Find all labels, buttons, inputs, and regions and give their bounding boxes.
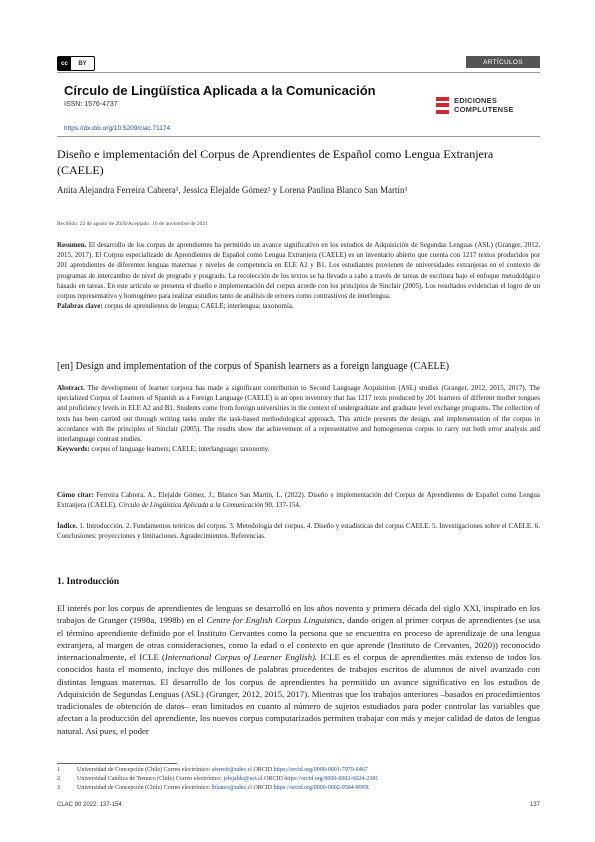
keywords-label: Keywords: [57, 445, 90, 454]
footnote-1-email[interactable]: aferreir@udec.cl [211, 767, 252, 773]
section-tag: ARTÍCULOS [466, 56, 540, 68]
abstract-block [57, 383, 540, 454]
resumen-text: El desarrollo de los corpus de aprendientes ha permitido un avance significativo en los estudios de Adquisición de Segundas Lenguas (ASL) (Granger, 2012, 2015, 2017). El Corpus especializado de Aprendientes de Español como Lengua Extranjera (CAELE) es un inventario abierto que cuenta con 1217 textos producidos por 201 aprendientes de diferentes lenguas maternas y niveles de competencia en ELE A2 y B1. Los estudiantes provienen de universidades extranjeras en el contexto de programas de intercambio de nivel de pregrado y posgrado. La recolección de los textos se ha llevado a cabo a través de tareas de escritura bajo el enfoque metodológico basado en tareas. En este artículo se presenta el diseño e implementación del corpus acorde con los principios de Sinclair (2005). Los resultados evidencian el logro de un corpus representativo y homogéneo para realizar estudios tanto de análisis de errores como contrastivos de interlengua. [57, 241, 540, 301]
journal-title: Círculo de Lingüística Aplicada a la Comunicación [64, 83, 376, 98]
header-rule-top [57, 72, 540, 73]
footnote-3-email[interactable]: lblanco@udec.cl [211, 785, 252, 791]
by-label: BY [78, 60, 87, 67]
footnote-rule [57, 763, 177, 764]
footnote-3: 3 Universidad de Concepción (Chile) Correo electrónico: lblanco@udec.cl ORCID https://orcid.org/0000-0002-9584-899X [57, 785, 370, 791]
index-block [57, 521, 540, 541]
publisher-name-line1: EDICIONES [454, 96, 498, 105]
publisher-logo [436, 96, 514, 114]
intro-text-1: El interés por los corpus de aprendientes de lenguas se desarrolló en los años noventa y primera década del siglo XXI, inspirado en los trabajos de Granger (1998a, 1998b) en el [57, 603, 540, 626]
doi-link[interactable]: https://dx.doi.org/10.5209/clac.71174 [64, 125, 171, 132]
footnote-2: 2 Universidad Católica de Temuco (Chile) Correo electrónico: jelejalde@uct.cl ORCID https://orcid.org/0000-0002-6024-2381 [57, 776, 379, 782]
palabras-clave: corpus de aprendientes de lengua; CAELE; interlengua; taxonomía. [104, 302, 294, 311]
publisher-name-line2: COMPLUTENSE [454, 105, 514, 114]
palabras-clave-label: Palabras clave: [57, 302, 103, 311]
cc-license-badge [57, 56, 95, 71]
page-number: 137 [529, 802, 540, 808]
article-authors: Anita Alejandra Ferreira Cabrera¹, Jessica Elejalde Gómez² y Lorena Paulina Blanco San Martín³ [57, 185, 408, 195]
resumen-block [57, 240, 540, 311]
abstract-label: Abstract. [57, 384, 85, 392]
cite-text: Ferreira Cabrera, A., Elejalde Gómez, J.; Blanco San Martín, L. (2022). Diseño e implementación del Corpus de Aprendientes de Español como Lengua Extranjera (CAELE). [57, 491, 541, 510]
footnote-3-orcid[interactable]: https://orcid.org/0000-0002-9584-899X [273, 785, 370, 791]
keywords: corpus of language learners; CAELE; interlanguage; taxonomy. [91, 445, 270, 454]
intro-italic-2: International Corpus of Learner English). [164, 652, 318, 662]
abstract-text: The development of learner corpora has made a significant contribution to Second Language Acquisition (ASL) studies (Granger, 2012, 2015, 2017). The specialized Corpus of Learners of Spanish as a Foreign Language (CAELE) is an open inventory that has 1217 texts produced by 201 learners of different mother tongues and proficiency levels in ELE A2 and B1. Students come from foreign universities in the context of undergraduate and graduate level exchange programs. The collection of texts has been carried out through writing tasks under the task-based methodological approach. This article presents the design, and implementation of the corpus in accordance with the principles of Sinclair (2005). The results show the achievement of a representative and homogeneous corpus to carry out both error analysis and interlanguage contrast studies. [57, 384, 540, 444]
publisher-logo-icon [436, 97, 449, 114]
footnote-2-email[interactable]: jelejalde@uct.cl [223, 776, 263, 782]
section-heading: 1. Introducción [57, 577, 120, 587]
cite-tail: 90, 137-154. [265, 501, 301, 510]
english-title: [en] Design and implementation of the corpus of Spanish learners as a foreign language (CAELE) [57, 361, 450, 372]
intro-text-2: dando origen al primer corpus de aprendientes (se usa el término aprendiente definido por el Instituto Cervantes como la persona que se encuentra en proceso de aprendizaje de una lengua extranjera, al margen de otras consideraciones, como la edad o el contexto en que aprende (Instituto de Cervantes, 2020)) reconocido internacionalmente, el ICLE ( [57, 615, 540, 662]
resumen-label: Resumen. [57, 241, 87, 249]
header-rule-bottom [57, 136, 540, 137]
cc-icon: cc [58, 57, 71, 70]
footnote-1: 1 Universidad de Concepción (Chile) Correo electrónico: aferreir@udec.cl ORCID https://orcid.org/0000-0001-7979-6467 [57, 767, 368, 773]
cite-journal: Círculo de Lingüística Aplicada a la Comunicación [118, 501, 264, 510]
footnote-1-orcid[interactable]: https://orcid.org/0000-0001-7979-6467 [273, 767, 368, 773]
footnote-2-orcid[interactable]: https://orcid.org/0000-0002-6024-2381 [284, 776, 379, 782]
received-dates: Recibido: 22 de agosto de 2020/Aceptado: 10 de noviembre de 2021 [57, 221, 208, 227]
intro-paragraph [57, 602, 540, 737]
cite-label: Cómo citar: [57, 491, 94, 499]
footer-citation: CLAC 90 2022: 137-154 [57, 802, 122, 808]
journal-issn: ISSN: 1576-4737 [64, 101, 118, 108]
citation-block [57, 490, 540, 510]
article-title: Diseño e implementación del Corpus de Aprendientes de Español como Lengua Extranjera (CAELE) [57, 147, 494, 177]
intro-italic-1: Centre for English Corpus Linguistics, [206, 615, 345, 626]
intro-text-3: ICLE es el corpus de aprendientes más extenso de todos los conocidos hasta el momento, incluye dos millones de palabras procedentes de trabajos escritos de alumnos de nivel avanzado con distintas lenguas maternas. El desarrollo de los corpus de aprendientes ha permitido un avance significativo en los estudios de Adquisición de Segundas Lenguas (ASL) (Granger, 2012, 2015, 2017). Mientras que los trabajos anteriores –basados en procedimientos tradicionales de obtención de datos– eran limitados en cuanto al número de sujetos estudiados para poder controlar las variables que afectan a la producción del aprendiente, los nuevos corpus computarizados permiten trabajar con más y mejor calidad de datos de lengua natural. Así pues, el poder [57, 652, 541, 736]
index-label: Índice. [57, 522, 78, 530]
index-text: 1. Introducción. 2. Fundamentos teóricos del corpus. 3. Metodología del corpus, 4. Diseño y estadísticas del corpus CAELE. 5. Investigaciones sobre el CAELE. 6. Conclusiones: proyecciones y limitaciones. Agradecimientos. Referencias. [57, 522, 540, 541]
